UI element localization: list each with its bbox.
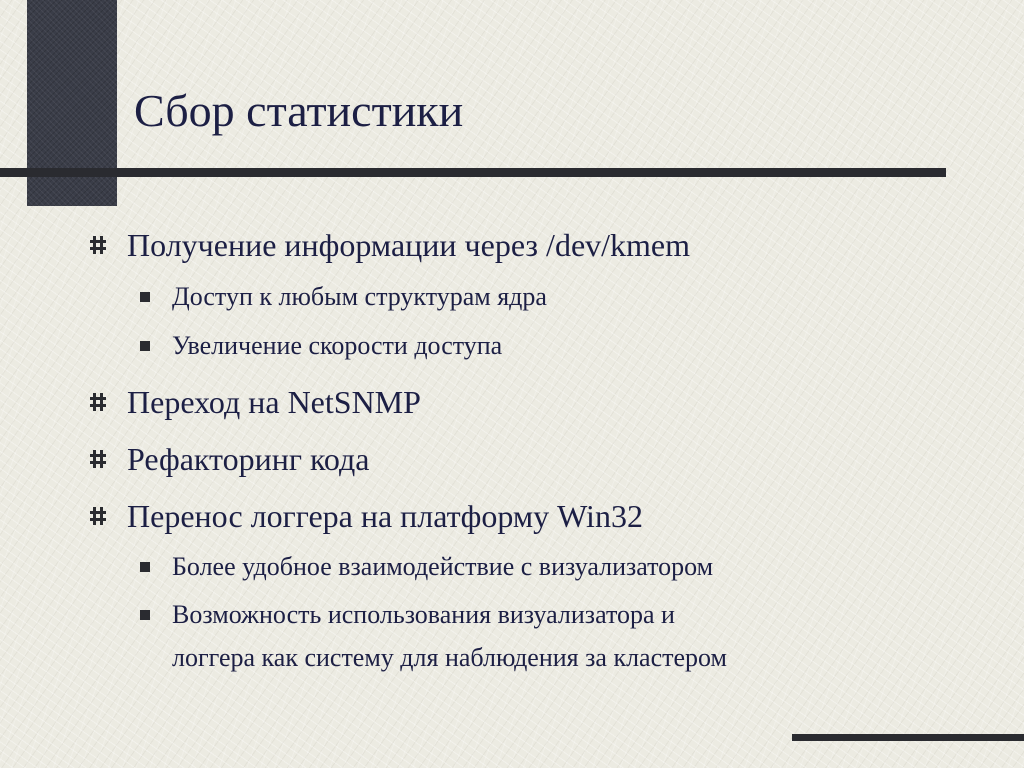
square-bullet-icon <box>140 292 150 302</box>
square-bullet-icon <box>140 610 150 620</box>
square-bullet-icon <box>140 341 150 351</box>
hash-bullet-icon <box>90 393 106 411</box>
sub-bullet-item: Более удобное взаимодействие с визуализатором <box>172 552 714 581</box>
bullet-item-win32: Перенос логгера на платформу Win32 <box>127 498 643 534</box>
sub-bullet-item: Увеличение скорости доступа <box>172 331 503 360</box>
sub-bullet-item: Возможность использования визуализатора и <box>172 600 675 629</box>
sub-bullet-item-continuation: логгера как систему для наблюдения за кластером <box>172 643 727 672</box>
slide-title: Сбор статистики <box>134 85 464 136</box>
hash-bullet-icon <box>90 507 106 525</box>
square-bullet-icon <box>140 562 150 572</box>
hash-bullet-icon <box>90 450 106 468</box>
bullet-item-netsnmp: Переход на NetSNMP <box>127 384 421 420</box>
sub-bullet-item: Доступ к любым структурам ядра <box>172 282 547 311</box>
hash-bullet-icon <box>90 236 106 254</box>
bullet-item-kmem: Получение информации через /dev/kmem <box>127 227 691 263</box>
bullet-item-refactoring: Рефакторинг кода <box>127 441 370 477</box>
